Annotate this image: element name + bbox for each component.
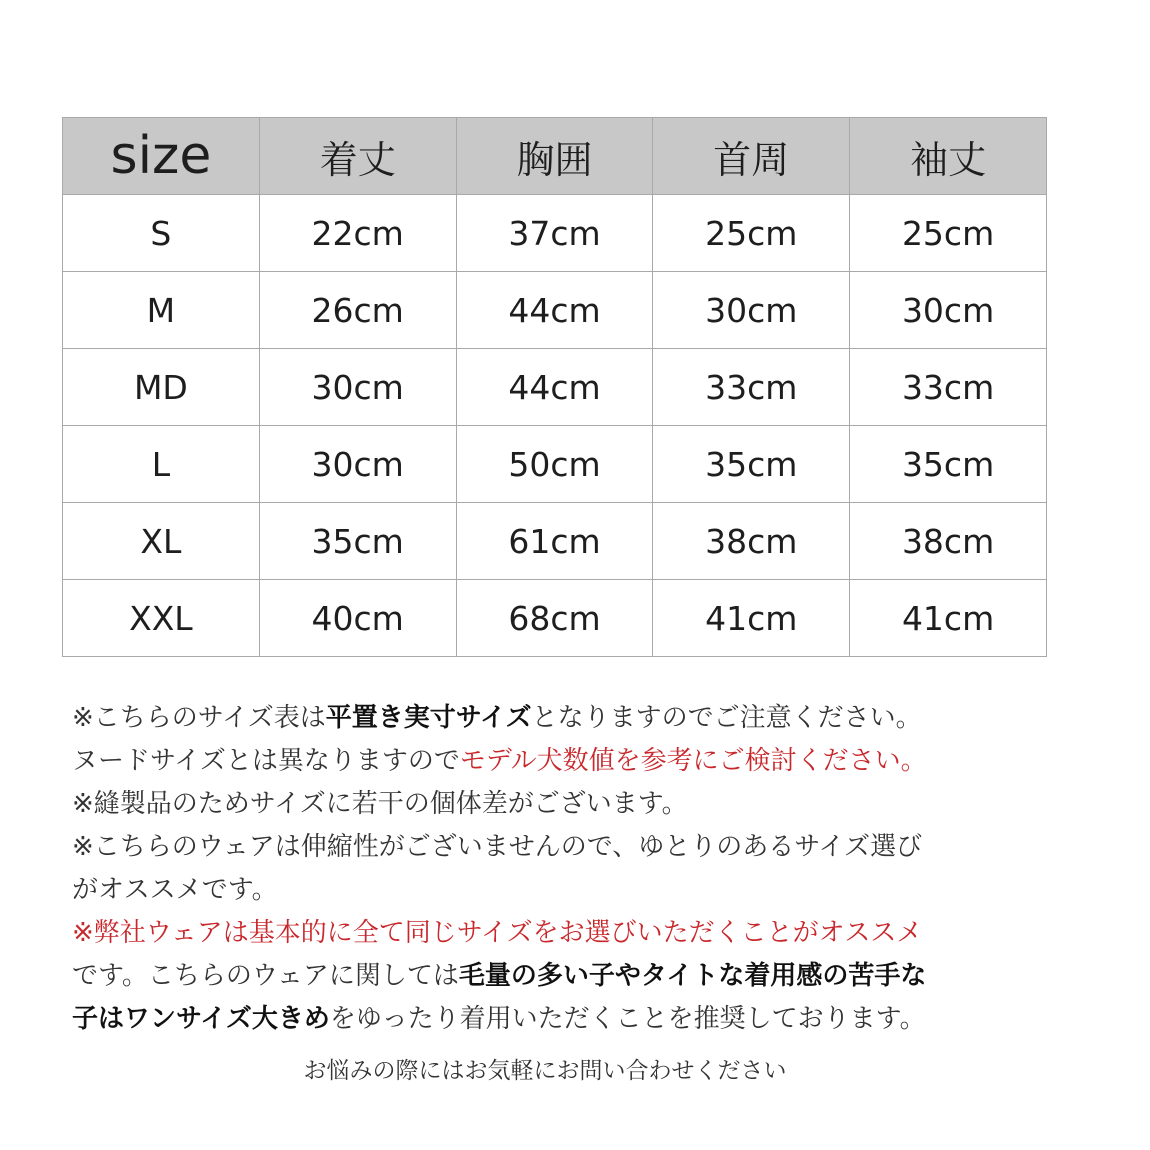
size-table-body xyxy=(63,195,1047,657)
length-value: 22cm xyxy=(259,195,456,272)
sleeve-value: 35cm xyxy=(850,426,1047,503)
sleeve-value: 33cm xyxy=(850,349,1047,426)
note-text: となりますのでご注意ください。 xyxy=(531,703,922,733)
size-label: S xyxy=(63,195,260,272)
note-size-up-line1 xyxy=(72,955,1062,998)
note-no-stretch-line1: ※こちらのウェアは伸縮性がございませんので、ゆとりのあるサイズ選び xyxy=(72,832,923,862)
contact-message: お悩みの際にはお気軽にお問い合わせください xyxy=(303,1058,787,1084)
note-emphasis: 子はワンサイズ大きめ xyxy=(72,1004,330,1034)
table-row xyxy=(63,503,1047,580)
table-row xyxy=(63,349,1047,426)
size-table-header xyxy=(63,118,1047,195)
size-table xyxy=(62,117,1047,657)
chest-value: 50cm xyxy=(456,426,653,503)
note-size-up-line2 xyxy=(72,998,1062,1041)
size-label: XXL xyxy=(63,580,260,657)
note-same-size-recommend: ※弊社ウェアは基本的に全て同じサイズをお選びいただくことがオススメ xyxy=(72,918,923,948)
header-chest: 胸囲 xyxy=(456,118,653,195)
header-length: 着丈 xyxy=(259,118,456,195)
header-neck: 首周 xyxy=(653,118,850,195)
note-text: ※こちらのサイズ表は xyxy=(72,703,326,733)
table-row xyxy=(63,426,1047,503)
length-value: 30cm xyxy=(259,349,456,426)
header-sleeve: 袖丈 xyxy=(850,118,1047,195)
neck-value: 38cm xyxy=(653,503,850,580)
note-emphasis: 毛量の多い子やタイトな着用感の苦手な xyxy=(458,961,927,991)
table-row xyxy=(63,580,1047,657)
sleeve-value: 38cm xyxy=(850,503,1047,580)
chest-value: 37cm xyxy=(456,195,653,272)
note-individual-difference: ※縫製品のためサイズに若干の個体差がございます。 xyxy=(72,789,688,819)
length-value: 30cm xyxy=(259,426,456,503)
neck-value: 35cm xyxy=(653,426,850,503)
length-value: 26cm xyxy=(259,272,456,349)
note-text: をゆったり着用いただくことを推奨しております。 xyxy=(329,1004,926,1034)
note-highlight: モデル犬数値を参考にご検討ください。 xyxy=(459,746,927,776)
neck-value: 33cm xyxy=(653,349,850,426)
header-row xyxy=(63,118,1047,195)
chest-value: 68cm xyxy=(456,580,653,657)
note-text: ヌードサイズとは異なりますので xyxy=(72,746,460,776)
length-value: 35cm xyxy=(259,503,456,580)
neck-value: 41cm xyxy=(653,580,850,657)
neck-value: 30cm xyxy=(653,272,850,349)
note-no-stretch-line2: がオススメです。 xyxy=(72,875,278,905)
table-row xyxy=(63,272,1047,349)
sleeve-value: 25cm xyxy=(850,195,1047,272)
size-notes xyxy=(72,697,1062,1041)
header-size: size xyxy=(63,118,260,195)
size-label: L xyxy=(63,426,260,503)
sleeve-value: 41cm xyxy=(850,580,1047,657)
note-nude-size xyxy=(72,740,1062,783)
size-label: XL xyxy=(63,503,260,580)
chest-value: 61cm xyxy=(456,503,653,580)
chest-value: 44cm xyxy=(456,349,653,426)
sleeve-value: 30cm xyxy=(850,272,1047,349)
table-row xyxy=(63,195,1047,272)
size-label: M xyxy=(63,272,260,349)
size-label: MD xyxy=(63,349,260,426)
chest-value: 44cm xyxy=(456,272,653,349)
length-value: 40cm xyxy=(259,580,456,657)
note-text: です。こちらのウェアに関しては xyxy=(72,961,459,991)
note-flat-measurement xyxy=(72,697,1062,740)
note-emphasis: 平置き実寸サイズ xyxy=(325,703,532,733)
neck-value: 25cm xyxy=(653,195,850,272)
